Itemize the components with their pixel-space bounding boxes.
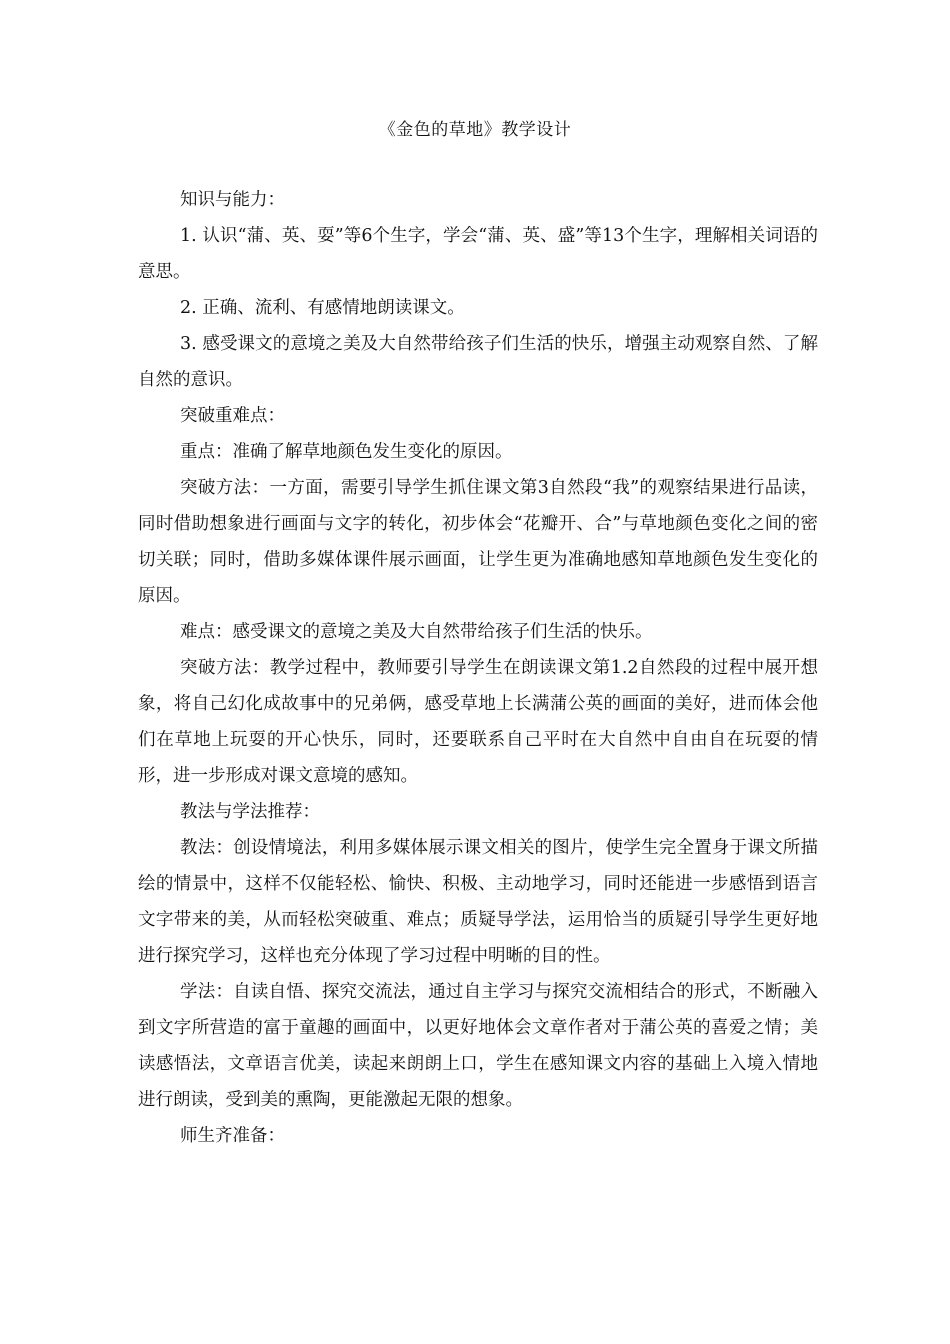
document-title: 《金色的草地》教学设计 [378, 120, 572, 140]
section-heading-key-points: 突破重难点： [180, 406, 285, 426]
objective-item-1: 1. 认识“蒲、英、耍”等6个生字，学会“蒲、英、盛”等13个生字，理解相关词语的意思。 [138, 226, 818, 282]
section-heading-methods: 教法与学法推荐： [180, 802, 320, 822]
key-point-paragraph: 重点：准确了解草地颜色发生变化的原因。 [180, 442, 513, 462]
document-body [138, 182, 818, 1154]
learning-method-paragraph: 学法：自读自悟、探究交流法，通过自主学习与探究交流相结合的形式，不断融入到文字所营造的富于童趣的画面中，以更好地体会文章作者对于蒲公英的喜爱之情；美读感悟法，文章语言优美，读起来朗朗上口，学生在感知课文内容的基础上入境入情地进行朗读，受到美的熏陶，更能激起无限的想象。 [138, 982, 818, 1110]
objective-item-3: 3. 感受课文的意境之美及大自然带给孩子们生活的快乐，增强主动观察自然、了解自然的意识。 [138, 334, 818, 390]
difficulty-paragraph: 难点：感受课文的意境之美及大自然带给孩子们生活的快乐。 [180, 622, 653, 642]
difficulty-method-paragraph: 突破方法：教学过程中，教师要引导学生在朗读课文第1.2自然段的过程中展开想象，将自己幻化成故事中的兄弟俩，感受草地上长满蒲公英的画面的美好，进而体会他们在草地上玩耍的开心快乐，同时，还要联系自己平时在大自然中自由自在玩耍的情形，进一步形成对课文意境的感知。 [138, 658, 818, 786]
section-heading-knowledge: 知识与能力： [180, 190, 285, 210]
teaching-method-paragraph: 教法：创设情境法，利用多媒体展示课文相关的图片，使学生完全置身于课文所描绘的情景中，这样不仅能轻松、愉快、积极、主动地学习，同时还能进一步感悟到语言文字带来的美，从而轻松突破重、难点；质疑导学法，运用恰当的质疑引导学生更好地进行探究学习，这样也充分体现了学习过程中明晰的目的性。 [138, 838, 818, 966]
section-heading-preparation: 师生齐准备： [180, 1126, 285, 1146]
key-point-method-paragraph: 突破方法：一方面，需要引导学生抓住课文第3自然段“我”的观察结果进行品读，同时借助想象进行画面与文字的转化，初步体会“花瓣开、合”与草地颜色变化之间的密切关联；同时，借助多媒体课件展示画面，让学生更为准确地感知草地颜色发生变化的原因。 [138, 478, 818, 606]
objective-item-2: 2. 正确、流利、有感情地朗读课文。 [180, 298, 465, 318]
